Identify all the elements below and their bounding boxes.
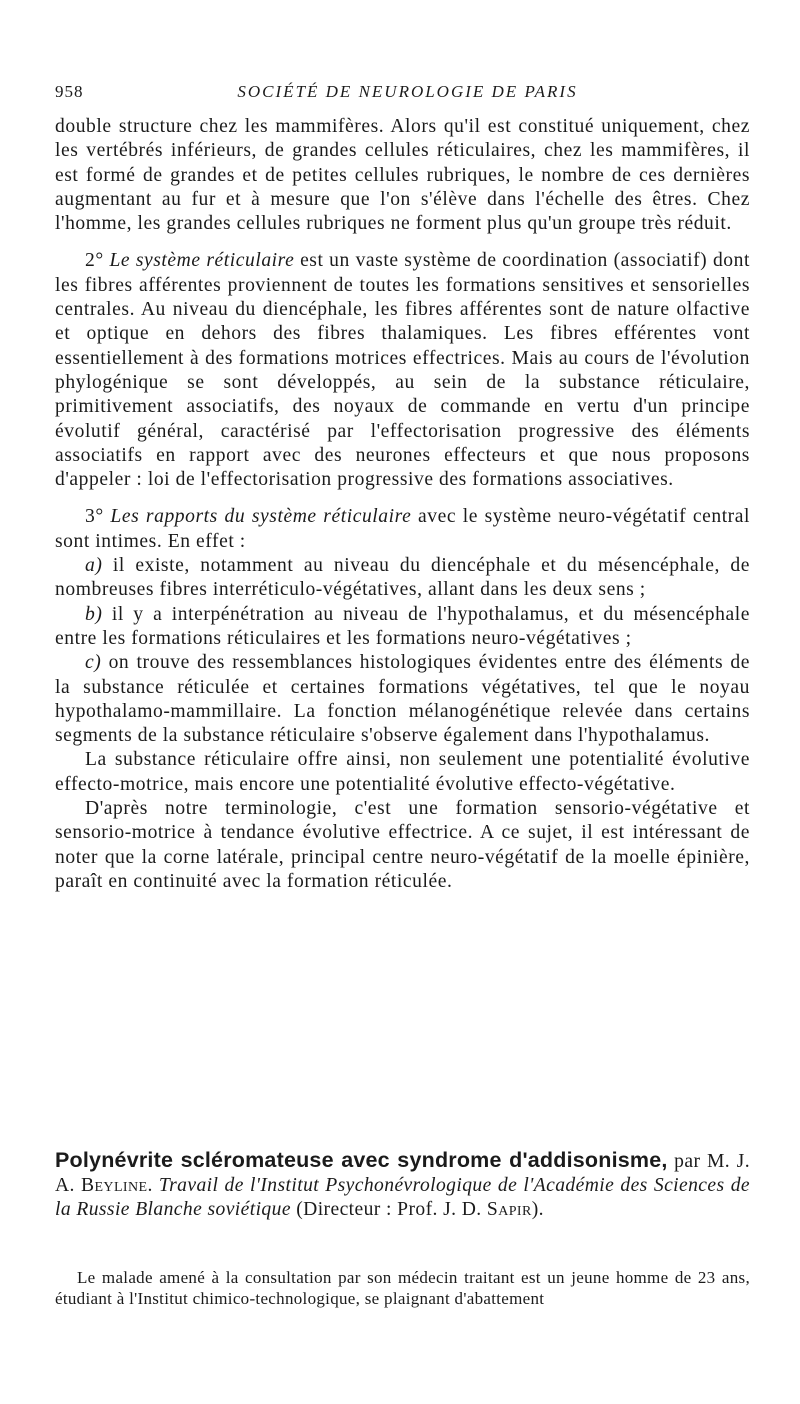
article-by: par: [667, 1151, 701, 1172]
author-name: Beyline: [81, 1175, 148, 1197]
paragraph-relations: [55, 505, 750, 554]
case-intro: Le malade amené à la consultation par son médecin traitant est un jeune homme de 23 ans, étudiant à l'Institut chimico-technologique, se plaignant d'abattement: [55, 1268, 750, 1308]
affiliation: Travail de l'Institut Psychonévrologique de l'Académie des Sciences de la Russie Blanche soviétique: [55, 1175, 750, 1221]
paragraph-item-c: [55, 651, 750, 748]
section-title-relations: Les rapports du système réticulaire: [110, 506, 412, 528]
body-text: [55, 115, 750, 894]
paragraph-potentiality: La substance réticulaire offre ainsi, non seulement une potentialité évolutive effecto-motrice, mais encore une potentialité évolutive effecto-végétative.: [55, 749, 750, 795]
item-text-b: il y a interpénétration au niveau de l'hypothalamus, et du mésencéphale entre les formations réticulaires et les formations neuro-végétatives ;: [55, 603, 750, 649]
item-label-a: a): [85, 555, 103, 577]
paragraph-continuation: double structure chez les mammifères. Alors qu'il est constitué uniquement, chez les vertébrés inférieurs, de grandes cellules réticulaires, chez les mammifères, il est formé de grandes et de petites cellules rubriques, le nombre de ces dernières augmentant au fur et à mesure que l'on s'élève dans l'échelle des êtres. Chez l'homme, les grandes cellules rubriques ne forment plus qu'un groupe très réduit.: [55, 116, 750, 235]
director-prefix: (Directeur : Prof. J. D.: [290, 1199, 487, 1221]
item-number-3: 3°: [85, 506, 111, 528]
author-suffix: .: [147, 1175, 159, 1197]
item-label-b: b): [85, 603, 103, 625]
paragraph-reticular-system: [55, 249, 750, 492]
paragraph-terminology: D'après notre terminologie, c'est une formation sensorio-végétative et sensorio-motrice à tendance évolutive effectrice. A ce sujet, il est intéressant de noter que la corne latérale, principal centre neuro-végétatif de la moelle épinière, paraît en continuité avec la formation réticulée.: [55, 798, 750, 892]
article-title: Polynévrite scléromateuse avec syndrome d'addisonisme,: [55, 1148, 668, 1172]
paragraph-text-3: avec le système neuro-végétatif central sont intimes. En effet :: [55, 506, 751, 552]
article-heading: [55, 1148, 750, 1223]
paragraph-item-a: [55, 554, 750, 603]
item-label-c: c): [85, 652, 102, 674]
director-suffix: ).: [531, 1199, 544, 1221]
section-title-reticular-system: Le système réticulaire: [109, 250, 295, 272]
case-report-text: [55, 1268, 750, 1309]
page-number: 958: [55, 82, 84, 101]
item-text-c: on trouve des ressemblances histologiques évidentes entre des éléments de la substance réticulée et certaines formations végétatives, tel que le noyau hypothalamo-mammillaire. La fonction mélanogénétique relevée dans certains segments de la substance réticulaire s'observe également dans l'hypothalamus.: [55, 652, 750, 747]
running-head: SOCIÉTÉ DE NEUROLOGIE DE PARIS: [237, 82, 578, 101]
director-name: Sapir: [486, 1199, 532, 1221]
item-number-2: 2°: [85, 250, 110, 272]
paragraph-text-2: est un vaste système de coordination (associatif) dont les fibres afférentes proviennent de toutes les formations sensitives et sensorielles centrales. Au niveau du diencéphale, les fibres afférentes sont de nature olfactive et optique en dehors des fibres thalamiques. Les fibres efférentes vont essentiellement à des formations motrices effectrices. Mais au cours de l'évolution phylogénique se sont développés, au sein de la substance réticulaire, primitivement associatifs, des noyaux de commande en vertu d'un principe évolutif général, caractérisé par l'effectorisation progressive des éléments associatifs en rapport avec des neurones effecteurs et que nous proposons d'appeler : loi de l'effectorisation progressive des formations associatives.: [55, 250, 750, 491]
paragraph-item-b: [55, 603, 750, 652]
author-prefix: M. J. A.: [55, 1151, 750, 1197]
page-header: [55, 82, 750, 106]
item-text-a: il existe, notamment au niveau du diencéphale et du mésencéphale, de nombreuses fibres interréticulo-végétatives, allant dans les deux sens ;: [55, 555, 750, 601]
